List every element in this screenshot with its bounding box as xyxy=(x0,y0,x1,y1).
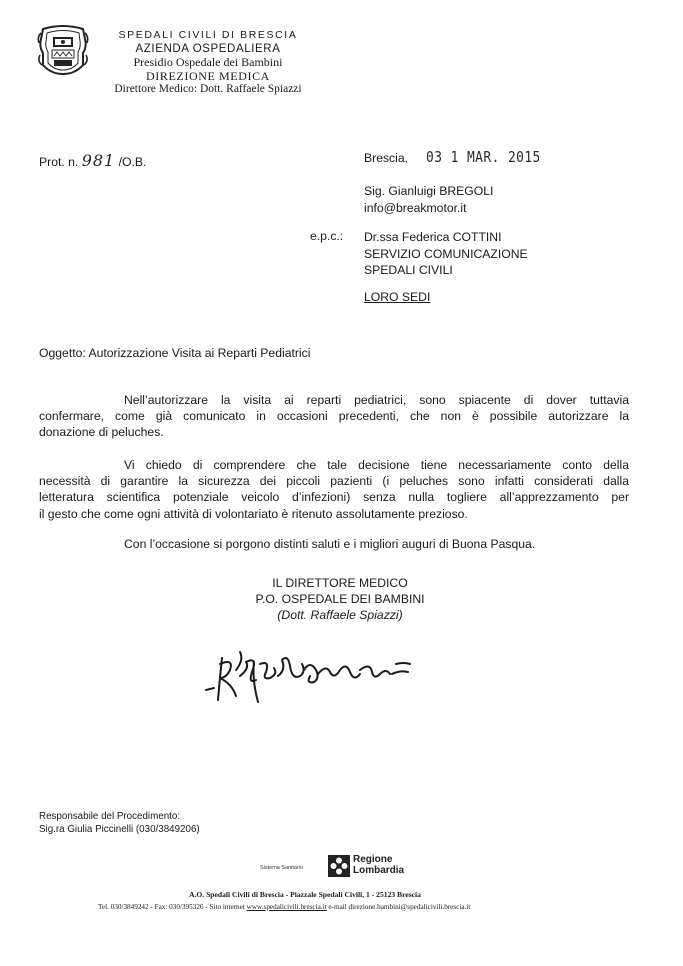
paragraph-2-line: letteratura scientifica potenziale veicolo d’infezioni) senza nulla togliere all’apprezzamento per xyxy=(39,490,629,505)
cc-line-3: SPEDALI CIVILI xyxy=(364,263,453,277)
cc-label: e.p.c.: xyxy=(310,229,344,243)
responsible-block xyxy=(39,810,200,836)
footer-contacts xyxy=(98,903,470,911)
signature-department: P.O. OSPEDALE DEI BAMBINI xyxy=(255,592,425,606)
paragraph-1 xyxy=(39,392,629,441)
protocol-number: 981 xyxy=(81,151,116,170)
region-name-line-2: Lombardia xyxy=(353,864,405,876)
signature-title: IL DIRETTORE MEDICO xyxy=(272,576,408,590)
paragraph-2-line: Vi chiedo di comprendere che tale decisione tiene necessariamente conto della xyxy=(124,458,629,472)
recipient-block xyxy=(364,183,493,216)
protocol-label: Prot. n. xyxy=(39,155,79,169)
hospital-crest-logo xyxy=(37,25,89,75)
closing-line: Con l’occasione si porgono distinti saluti e i migliori auguri di Buona Pasqua. xyxy=(124,537,536,551)
date-place: Brescia, xyxy=(364,151,409,165)
region-prefix: Sistema Sanitario xyxy=(260,865,304,871)
signature-name: (Dott. Raffaele Spiazzi) xyxy=(277,608,403,622)
letterhead-line-4: DIREZIONE MEDICA xyxy=(146,68,270,83)
letterhead xyxy=(108,29,308,97)
regione-lombardia-logo-icon xyxy=(328,855,350,877)
footer-phone-fax: Tel. 030/3849242 - Fax: 030/395326 - Sito internet xyxy=(98,903,247,911)
handwritten-signature xyxy=(200,640,425,710)
paragraph-1-line: Nell’autorizzare la visita ai reparti pediatrici, sono spiacente di dover tuttavia xyxy=(124,393,629,407)
paragraph-2 xyxy=(39,457,629,522)
paragraph-1-line: donazione di peluches. xyxy=(39,425,164,440)
recipient-name: Sig. Gianluigi BREGOLI xyxy=(364,184,494,198)
loro-sedi: LORO SEDI xyxy=(364,290,431,304)
subject-line: Oggetto: Autorizzazione Visita ai Reparti Pediatrici xyxy=(39,346,311,360)
footer-website-link[interactable]: www.spedalicivili.brescia.it xyxy=(246,903,327,911)
responsible-name: Sig.ra Giulia Piccinelli (030/3849206) xyxy=(39,824,200,835)
paragraph-2-line: necessità di garantire la sicurezza dei piccoli pazienti (i peluches sono infatti considerati dalla xyxy=(39,474,629,489)
date-stamp: 03 1 MAR. 2015 xyxy=(426,148,541,166)
letterhead-line-3: Presidio Ospedale dei Bambini xyxy=(133,55,283,69)
letterhead-line-5: Direttore Medico: Dott. Raffaele Spiazzi xyxy=(114,83,302,95)
paragraph-2-line: il gesto che come ogni attività di volontariato è ritenuto assolutamente prezioso. xyxy=(39,506,468,521)
protocol-suffix: /O.B. xyxy=(118,155,147,169)
signature-block xyxy=(250,575,430,623)
region-name xyxy=(353,855,404,876)
cc-line-2: SERVIZIO COMUNICAZIONE xyxy=(364,246,528,261)
recipient-email: info@breakmotor.it xyxy=(364,200,467,215)
letterhead-line-1: SPEDALI CIVILI DI BRESCIA xyxy=(118,29,298,41)
cc-line-1: Dr.ssa Federica COTTINI xyxy=(364,230,502,244)
responsible-label: Responsabile del Procedimento: xyxy=(39,811,181,822)
cc-block xyxy=(364,229,528,279)
footer-address: A.O. Spedali Civili di Brescia - Piazzale Spedali Civili, 1 - 25123 Brescia xyxy=(189,890,421,899)
letterhead-line-2: AZIENDA OSPEDALIERA xyxy=(135,42,281,55)
protocol-line xyxy=(39,151,146,170)
footer-email: e-mail direzione.bambini@spedalicivili.brescia.it xyxy=(326,903,471,911)
paragraph-1-line: confermare, come già comunicato in occasioni precedenti, che non è possibile autorizzare la xyxy=(39,409,629,424)
region-name-line-1: Regione xyxy=(353,854,393,865)
